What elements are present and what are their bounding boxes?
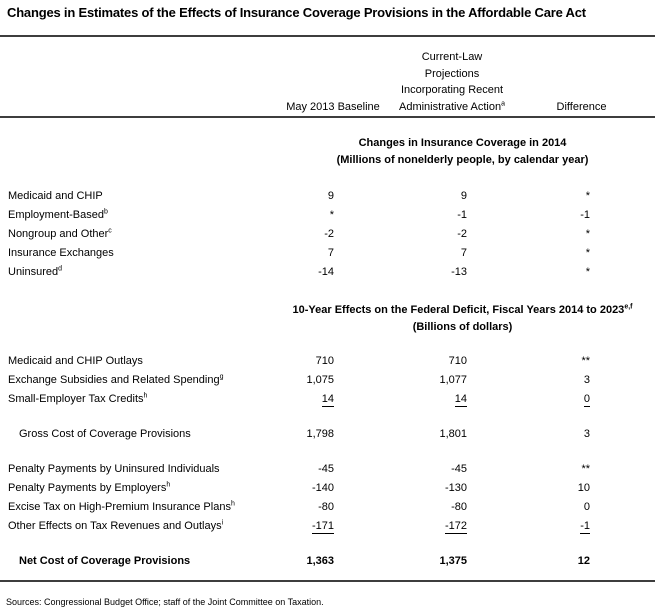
value-cell: 1,801: [439, 428, 467, 440]
value-cell: [396, 390, 508, 409]
value-cell: *: [585, 228, 590, 240]
value-cell: 10: [577, 482, 590, 494]
table-row: [0, 187, 655, 206]
value-cell: -13: [451, 266, 467, 278]
value-cell: 7: [327, 247, 334, 259]
section2-subheading: [0, 319, 655, 336]
table-title: Changes in Estimates of the Effects of Insurance Coverage Provisions in the Affordable Care Act: [7, 5, 586, 20]
value-cell: -130: [444, 482, 467, 494]
row-label-text: Penalty Payments by Uninsured Individuals: [8, 463, 220, 475]
value-cell: [508, 517, 655, 536]
table-row: [0, 206, 655, 225]
row-label-text: Uninsured: [8, 266, 59, 278]
value-cell: -2: [324, 228, 334, 240]
row-label: [0, 225, 270, 244]
section2-heading: [0, 302, 655, 319]
value-cell: 710: [315, 355, 334, 367]
table-row: [0, 479, 655, 498]
value-cell: 1,375: [439, 555, 467, 567]
underlined-value: -171: [311, 520, 334, 532]
row-label-text: Nongroup and Other: [8, 228, 109, 240]
table-row: [0, 371, 655, 390]
table-row: [0, 225, 655, 244]
row-label: [0, 498, 270, 517]
value-cell: *: [585, 190, 590, 202]
row-label: [0, 206, 270, 225]
section2-cost-rows: [0, 352, 655, 444]
row-label-text: Exchange Subsidies and Related Spending: [8, 374, 220, 386]
column-header-baseline-label: May 2013 Baseline: [286, 100, 380, 113]
value-cell: *: [329, 209, 334, 221]
column-header-line: Current-Law: [421, 51, 483, 63]
value-cell: -80: [318, 501, 334, 513]
table-row: [0, 263, 655, 282]
row-label-text: Employment-Based: [8, 209, 104, 221]
value-cell: 710: [448, 355, 467, 367]
value-cell: -140: [311, 482, 334, 494]
row-label-text: Other Effects on Tax Revenues and Outlays: [8, 520, 222, 532]
value-cell: -45: [318, 463, 334, 475]
value-cell: 12: [577, 555, 590, 567]
row-label-text: Excise Tax on High-Premium Insurance Plans: [8, 501, 231, 513]
underlined-value: -172: [444, 520, 467, 532]
footnote-marker: b: [104, 208, 108, 216]
value-cell: [396, 517, 508, 536]
value-cell: 1,075: [306, 374, 334, 386]
value-cell: 7: [460, 247, 467, 259]
table-row-gross-cost: [0, 425, 655, 444]
value-cell: **: [581, 355, 590, 367]
column-header-line: [396, 99, 508, 116]
footnote-marker: a: [501, 99, 505, 107]
value-cell: [270, 390, 396, 409]
value-cell: 3: [583, 374, 590, 386]
section2-subheading-text: (Billions of dollars): [412, 321, 513, 333]
section2-heading-text: [270, 302, 655, 319]
row-label: Net Cost of Coverage Provisions: [19, 555, 191, 567]
row-label: [0, 517, 270, 536]
row-label: [0, 352, 270, 371]
column-header-baseline: [270, 99, 396, 117]
value-cell: -1: [580, 209, 590, 221]
column-header-line-text: Administrative Action: [398, 100, 502, 113]
underlined-value: -1: [580, 520, 590, 532]
section1-subheading: [0, 152, 655, 169]
value-cell: [270, 517, 396, 536]
footnote-marker: c: [108, 227, 112, 235]
table-row: [0, 460, 655, 479]
value-cell: -1: [457, 209, 467, 221]
value-cell: *: [585, 247, 590, 259]
section2-offset-rows: [0, 460, 655, 571]
value-cell: *: [585, 266, 590, 278]
footnote-marker: d: [58, 265, 63, 273]
row-label: [0, 390, 270, 409]
row-label-text: Medicaid and CHIP: [8, 190, 103, 202]
section1-heading-text: Changes in Insurance Coverage in 2014: [358, 137, 567, 149]
row-label: [0, 479, 270, 498]
footnote-marker: g: [219, 373, 224, 381]
value-cell: -45: [451, 463, 467, 475]
row-label: [0, 263, 270, 282]
table-row-net-cost: [0, 552, 655, 571]
column-header-row: [0, 37, 655, 118]
table-row-subtotal-underline: [0, 390, 655, 409]
table-row-subtotal-underline: [0, 517, 655, 536]
footnote-marker: h: [166, 481, 171, 489]
row-label: Gross Cost of Coverage Provisions: [19, 428, 191, 440]
value-cell: 9: [327, 190, 334, 202]
value-cell: 1,077: [439, 374, 467, 386]
value-cell: 1,363: [306, 555, 334, 567]
column-header-current-law: [396, 49, 508, 116]
underlined-value: 14: [321, 393, 334, 405]
table-row: [0, 244, 655, 263]
row-label: [0, 460, 270, 479]
value-cell: 0: [583, 501, 590, 513]
table-bottom-rule: [0, 580, 655, 582]
footnote-marker: h: [143, 392, 148, 400]
column-header-line: Projections: [424, 67, 480, 80]
value-cell: -2: [457, 228, 467, 240]
table-row: [0, 498, 655, 517]
footnote-marker: e,f: [624, 303, 633, 311]
row-label-text: Penalty Payments by Employers: [8, 482, 167, 494]
value-cell: -14: [318, 266, 334, 278]
section1-heading: [0, 135, 655, 152]
underlined-value: 0: [583, 393, 590, 405]
footnote-marker: i: [221, 519, 224, 527]
section1-subheading-text: (Millions of nonelderly people, by calendar year): [336, 154, 589, 166]
footnote-marker: h: [230, 500, 235, 508]
column-header-difference-label: Difference: [556, 100, 607, 113]
column-header-difference: [508, 99, 655, 117]
value-cell: -80: [451, 501, 467, 513]
value-cell: 1,798: [306, 428, 334, 440]
row-label: [0, 244, 270, 263]
value-cell: 3: [583, 428, 590, 440]
column-header-line: Incorporating Recent: [400, 84, 504, 96]
row-label: [0, 371, 270, 390]
value-cell: 9: [460, 190, 467, 202]
underlined-value: 14: [454, 393, 467, 405]
sources-note: Sources: Congressional Budget Office; staff of the Joint Committee on Taxation.: [6, 597, 324, 607]
row-label: [0, 187, 270, 206]
row-label-text: Small-Employer Tax Credits: [8, 393, 144, 405]
section2-heading-label: 10-Year Effects on the Federal Deficit, Fiscal Years 2014 to 2023: [292, 304, 625, 316]
table-row: [0, 352, 655, 371]
row-label-text: Medicaid and CHIP Outlays: [8, 355, 143, 367]
value-cell: [508, 390, 655, 409]
value-cell: **: [581, 463, 590, 475]
section1-rows: [0, 187, 655, 282]
row-label-text: Insurance Exchanges: [8, 247, 114, 259]
